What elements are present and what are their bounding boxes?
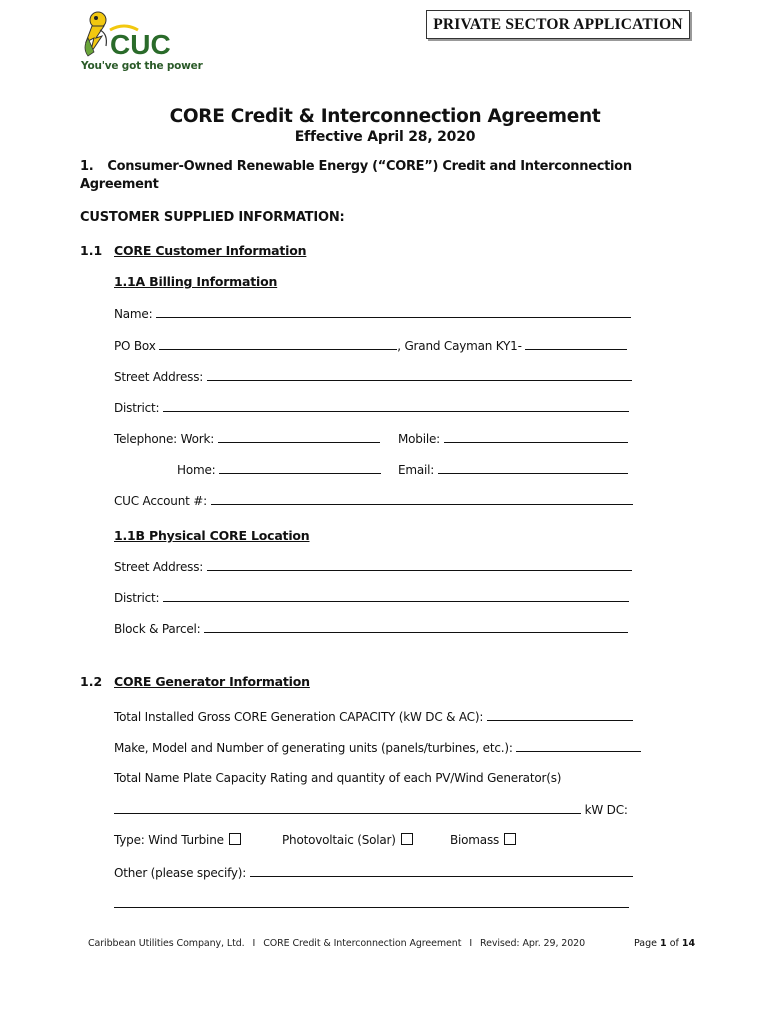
street-address-label: Street Address: (114, 370, 204, 384)
section-1-2-number: 1.2 (80, 674, 103, 689)
block-parcel-label: Block & Parcel: (114, 622, 201, 636)
section-1-2-title: CORE Generator Information (114, 674, 310, 689)
physical-district-input-line[interactable] (163, 590, 629, 602)
district-label: District: (114, 401, 160, 415)
make-model-field[interactable] (114, 740, 641, 755)
svg-text:CUC: CUC (110, 29, 171, 60)
footer-separator: I (469, 938, 473, 949)
page-current: 1 (660, 938, 667, 949)
nameplate-capacity-field[interactable] (114, 802, 628, 817)
telephone-work-label: Telephone: Work: (114, 432, 215, 446)
name-input-line[interactable] (156, 306, 631, 318)
po-box-label: PO Box (114, 339, 156, 353)
home-phone-label: Home: (177, 463, 216, 477)
name-field[interactable] (114, 306, 631, 321)
make-model-label: Make, Model and Number of generating units (panels/turbines, etc.): (114, 741, 513, 755)
generation-capacity-field[interactable] (114, 709, 633, 724)
other-specify-label: Other (please specify): (114, 866, 247, 880)
type-wind-turbine-option[interactable] (114, 833, 241, 847)
physical-location-title: 1.1B Physical CORE Location (114, 528, 310, 543)
postal-code-input-line[interactable] (525, 338, 627, 350)
biomass-checkbox[interactable] (504, 833, 516, 845)
section-1-number: 1. (80, 159, 94, 174)
wind-turbine-checkbox[interactable] (229, 833, 241, 845)
generation-capacity-label: Total Installed Gross CORE Generation CAPACITY (kW DC & AC): (114, 710, 484, 724)
page-label: Page (634, 938, 657, 949)
nameplate-capacity-label: Total Name Plate Capacity Rating and quantity of each PV/Wind Generator(s) (114, 771, 562, 785)
email-field[interactable] (398, 462, 628, 477)
other-specify-input-line[interactable] (250, 865, 633, 877)
document-title: CORE Credit & Interconnection Agreement (169, 106, 601, 127)
home-phone-input-line[interactable] (219, 462, 381, 474)
mobile-input-line[interactable] (444, 431, 628, 443)
cuc-account-input-line[interactable] (211, 493, 633, 505)
physical-street-address-field[interactable] (114, 559, 632, 574)
section-1-heading (80, 158, 660, 194)
effective-date: Effective April 28, 2020 (294, 129, 476, 145)
other-specify-field[interactable] (114, 865, 633, 880)
po-box-field[interactable] (114, 338, 627, 353)
footer-company: Caribbean Utilities Company, Ltd. (88, 938, 245, 949)
footer-separator: I (252, 938, 256, 949)
home-phone-field[interactable] (177, 462, 381, 477)
page-number (634, 938, 695, 949)
telephone-work-input-line[interactable] (218, 431, 380, 443)
other-specify-continuation[interactable] (114, 896, 629, 911)
district-input-line[interactable] (163, 400, 629, 412)
biomass-option[interactable] (450, 833, 516, 847)
photovoltaic-label: Photovoltaic (Solar) (282, 833, 396, 847)
email-label: Email: (398, 463, 435, 477)
footer-revised: Revised: Apr. 29, 2020 (480, 938, 586, 949)
photovoltaic-checkbox[interactable] (401, 833, 413, 845)
biomass-label: Biomass (450, 833, 500, 847)
name-label: Name: (114, 307, 153, 321)
physical-district-field[interactable] (114, 590, 629, 605)
kw-dc-label: kW DC: (584, 803, 628, 817)
page-footer (88, 938, 585, 949)
section-1-title: Consumer-Owned Renewable Energy (“CORE”) Credit and Interconnection Agreement (80, 159, 632, 192)
footer-document: CORE Credit & Interconnection Agreement (263, 938, 462, 949)
page-of-label: of (669, 938, 679, 949)
street-address-input-line[interactable] (207, 369, 632, 381)
physical-district-label: District: (114, 591, 160, 605)
po-box-input-line[interactable] (159, 338, 397, 350)
billing-info-title: 1.1A Billing Information (114, 274, 278, 289)
physical-street-address-label: Street Address: (114, 560, 204, 574)
telephone-work-field[interactable] (114, 431, 380, 446)
street-address-field[interactable] (114, 369, 632, 384)
cuc-account-label: CUC Account #: (114, 494, 207, 508)
cuc-account-field[interactable] (114, 493, 633, 508)
block-parcel-field[interactable] (114, 621, 628, 636)
district-field[interactable] (114, 400, 629, 415)
mobile-field[interactable] (398, 431, 628, 446)
section-1-1-number: 1.1 (80, 243, 103, 258)
physical-street-address-input-line[interactable] (207, 559, 632, 571)
type-wind-turbine-label: Type: Wind Turbine (114, 833, 224, 847)
page-total: 14 (681, 938, 696, 949)
section-1-1-title: CORE Customer Information (114, 243, 307, 258)
application-type-badge: PRIVATE SECTOR APPLICATION (426, 10, 690, 39)
customer-supplied-heading: CUSTOMER SUPPLIED INFORMATION: (80, 210, 345, 225)
mobile-label: Mobile: (398, 432, 441, 446)
grand-cayman-label: , Grand Cayman KY1- (397, 339, 522, 353)
email-input-line[interactable] (438, 462, 628, 474)
photovoltaic-option[interactable] (282, 833, 413, 847)
make-model-input-line[interactable] (516, 740, 641, 752)
generation-capacity-input-line[interactable] (487, 709, 633, 721)
logo-tagline: You've got the power (81, 60, 203, 72)
block-parcel-input-line[interactable] (204, 621, 628, 633)
other-specify-continuation-line[interactable] (114, 896, 629, 908)
nameplate-capacity-input-line[interactable] (114, 802, 581, 814)
